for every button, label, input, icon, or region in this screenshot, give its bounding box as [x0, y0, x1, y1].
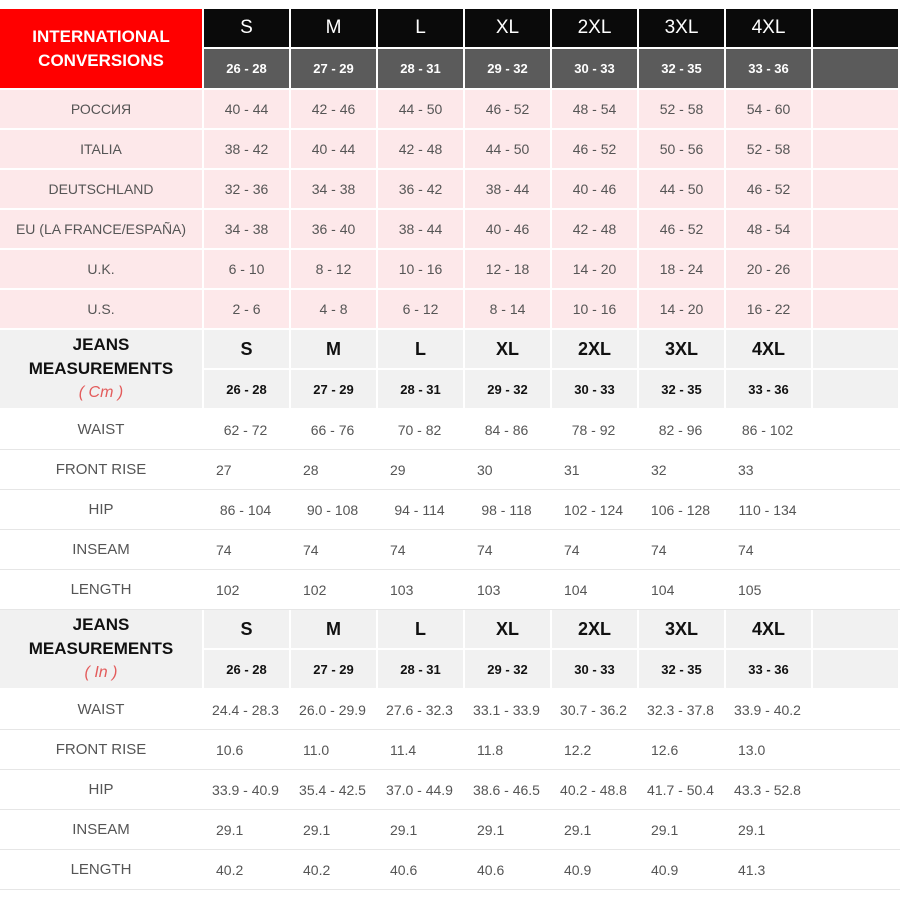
measurement-value: 43.3 - 52.8 [734, 781, 801, 798]
conversion-value: 54 - 60 [726, 90, 811, 128]
section-spacer [813, 610, 898, 648]
section-waist-range: 30 - 33 [552, 650, 637, 688]
conversion-value: 40 - 46 [552, 170, 637, 208]
section-spacer [813, 370, 898, 408]
measurement-value: 37.0 - 44.9 [386, 781, 453, 798]
row-spacer [813, 210, 898, 248]
measurement-value: 102 [303, 581, 327, 598]
measurement-value: 40.6 [390, 861, 418, 878]
conversion-value: 10 - 16 [552, 290, 637, 328]
country-label: ITALIA [0, 130, 202, 168]
row-spacer [813, 170, 898, 208]
row-spacer [813, 250, 898, 288]
conversion-value: 36 - 42 [378, 170, 463, 208]
size-header: 3XL [639, 9, 724, 47]
section-waist-range: 28 - 31 [378, 650, 463, 688]
row-spacer [813, 90, 898, 128]
measurement-label: FRONT RISE [55, 741, 147, 758]
conversion-value: 32 - 36 [204, 170, 289, 208]
measurement-value: 24.4 - 28.3 [212, 701, 279, 718]
measurement-label: LENGTH [70, 581, 132, 598]
conversion-value: 52 - 58 [639, 90, 724, 128]
conversion-value: 10 - 16 [378, 250, 463, 288]
conversion-value: 8 - 14 [465, 290, 550, 328]
measurement-value: 104 [564, 581, 588, 598]
conversion-value: 42 - 48 [552, 210, 637, 248]
conversion-value: 46 - 52 [726, 170, 811, 208]
measurement-value: 106 - 128 [650, 501, 711, 518]
section-waist-range: 29 - 32 [465, 370, 550, 408]
conversion-value: 42 - 46 [291, 90, 376, 128]
measurement-label: LENGTH [70, 861, 132, 878]
measurement-value: 31 [564, 461, 580, 478]
conversion-value: 40 - 44 [204, 90, 289, 128]
conversion-value: 34 - 38 [204, 210, 289, 248]
section-size-header: S [204, 330, 289, 368]
measurement-value: 29 [390, 461, 406, 478]
measurement-label: WAIST [77, 701, 125, 718]
measurement-value: 40.9 [651, 861, 679, 878]
conversions-title [0, 9, 202, 88]
measurement-value: 98 - 118 [481, 501, 532, 518]
section-size-header: 3XL [639, 610, 724, 648]
waist-range-header: 27 - 29 [291, 49, 376, 88]
waist-range-header: 33 - 36 [726, 49, 811, 88]
measurement-value: 110 - 134 [738, 501, 797, 518]
measurement-value: 74 [216, 541, 232, 558]
measurement-value: 33 [738, 461, 754, 478]
measurement-value: 74 [738, 541, 754, 558]
conversion-value: 38 - 44 [465, 170, 550, 208]
conversion-value: 40 - 46 [465, 210, 550, 248]
measurement-value: 27 [216, 461, 232, 478]
section-size-header: 3XL [639, 330, 724, 368]
measurement-value: 29.1 [651, 821, 679, 838]
conversion-value: 14 - 20 [552, 250, 637, 288]
measurement-label: WAIST [77, 421, 125, 438]
measurement-value: 105 [738, 581, 762, 598]
header-spacer [813, 9, 898, 47]
section-size-header: 4XL [726, 610, 811, 648]
section-title-line1: JEANS [72, 335, 130, 354]
section-waist-range: 26 - 28 [204, 370, 289, 408]
measurement-value: 29.1 [216, 821, 244, 838]
conversion-value: 14 - 20 [639, 290, 724, 328]
section-size-header: XL [465, 610, 550, 648]
section-waist-range: 27 - 29 [291, 650, 376, 688]
measurement-value: 33.9 - 40.9 [212, 781, 279, 798]
conversion-value: 8 - 12 [291, 250, 376, 288]
section-size-header: 4XL [726, 330, 811, 368]
section-size-header: L [378, 610, 463, 648]
section-waist-range: 33 - 36 [726, 370, 811, 408]
measurement-value: 35.4 - 42.5 [299, 781, 366, 798]
section-size-header: M [291, 330, 376, 368]
conversion-value: 48 - 54 [726, 210, 811, 248]
measurement-value: 32.3 - 37.8 [647, 701, 714, 718]
size-header: XL [465, 9, 550, 47]
measurement-label: INSEAM [72, 821, 130, 838]
conversion-value: 40 - 44 [291, 130, 376, 168]
measurement-value: 29.1 [303, 821, 331, 838]
measurement-value: 11.0 [303, 741, 330, 758]
measurement-value: 29.1 [564, 821, 592, 838]
section-title-line2: MEASUREMENTS [28, 359, 174, 378]
section-waist-range: 29 - 32 [465, 650, 550, 688]
measurement-value: 102 [216, 581, 240, 598]
section-waist-range: 30 - 33 [552, 370, 637, 408]
conversion-value: 46 - 52 [552, 130, 637, 168]
measurement-value: 74 [564, 541, 580, 558]
measurement-value: 74 [390, 541, 406, 558]
measurement-value: 74 [477, 541, 493, 558]
country-label: EU (LA FRANCE/ESPAÑA) [0, 210, 202, 248]
measurement-value: 40.2 [303, 861, 331, 878]
section-waist-range: 32 - 35 [639, 370, 724, 408]
conversion-value: 18 - 24 [639, 250, 724, 288]
measurement-label: HIP [88, 781, 114, 798]
measurement-value: 78 - 92 [571, 421, 616, 438]
measurement-value: 26.0 - 29.9 [299, 701, 366, 718]
measurement-value: 11.8 [477, 741, 504, 758]
country-label: U.K. [0, 250, 202, 288]
measurement-value: 40.6 [477, 861, 505, 878]
measurement-value: 10.6 [216, 741, 244, 758]
section-unit: ( In ) [84, 664, 118, 681]
section-title-line2: MEASUREMENTS [28, 639, 174, 658]
measurement-value: 103 [477, 581, 501, 598]
measurement-value: 29.1 [390, 821, 418, 838]
size-header: 2XL [552, 9, 637, 47]
row-spacer [813, 130, 898, 168]
section-waist-range: 27 - 29 [291, 370, 376, 408]
measurement-label: FRONT RISE [55, 461, 147, 478]
section-size-header: 2XL [552, 330, 637, 368]
measurement-value: 32 [651, 461, 667, 478]
measurement-value: 84 - 86 [484, 421, 529, 438]
waist-range-header: 28 - 31 [378, 49, 463, 88]
measurement-label: HIP [88, 501, 114, 518]
conversion-value: 34 - 38 [291, 170, 376, 208]
section-spacer [813, 650, 898, 688]
conversion-value: 44 - 50 [465, 130, 550, 168]
conversion-value: 44 - 50 [639, 170, 724, 208]
section-size-header: M [291, 610, 376, 648]
measurement-value: 104 [651, 581, 675, 598]
section-waist-range: 32 - 35 [639, 650, 724, 688]
conversions-title-line2: CONVERSIONS [38, 50, 164, 70]
section-spacer [813, 330, 898, 368]
conversion-value: 52 - 58 [726, 130, 811, 168]
conversion-value: 4 - 8 [291, 290, 376, 328]
measurement-value: 40.9 [564, 861, 592, 878]
measurement-value: 66 - 76 [310, 421, 355, 438]
section-unit: ( Cm ) [78, 384, 124, 401]
measurement-value: 102 - 124 [563, 501, 624, 518]
section-title-line1: JEANS [72, 615, 130, 634]
measurement-value: 38.6 - 46.5 [473, 781, 540, 798]
country-label: DEUTSCHLAND [0, 170, 202, 208]
conversion-value: 38 - 44 [378, 210, 463, 248]
conversion-value: 46 - 52 [639, 210, 724, 248]
measurement-value: 90 - 108 [306, 501, 359, 518]
measurement-value: 41.7 - 50.4 [647, 781, 714, 798]
measurement-value: 41.3 [738, 861, 766, 878]
measurement-value: 28 [303, 461, 319, 478]
conversion-value: 6 - 10 [204, 250, 289, 288]
section-waist-range: 28 - 31 [378, 370, 463, 408]
size-header: M [291, 9, 376, 47]
section-size-header: L [378, 330, 463, 368]
measurement-value: 33.1 - 33.9 [473, 701, 540, 718]
measurement-value: 33.9 - 40.2 [734, 701, 801, 718]
section-size-header: 2XL [552, 610, 637, 648]
measurement-value: 74 [303, 541, 319, 558]
country-label: РОССИЯ [0, 90, 202, 128]
section-waist-range: 26 - 28 [204, 650, 289, 688]
conversion-value: 2 - 6 [204, 290, 289, 328]
conversion-value: 20 - 26 [726, 250, 811, 288]
measurement-value: 40.2 - 48.8 [560, 781, 627, 798]
conversions-title-line1: INTERNATIONAL [32, 26, 170, 46]
measurement-value: 30 [477, 461, 493, 478]
conversion-value: 16 - 22 [726, 290, 811, 328]
measurement-label: INSEAM [72, 541, 130, 558]
measurement-value: 86 - 104 [219, 501, 272, 518]
waist-range-header: 29 - 32 [465, 49, 550, 88]
measurement-value: 12.2 [564, 741, 592, 758]
size-header: 4XL [726, 9, 811, 47]
measurement-value: 27.6 - 32.3 [386, 701, 453, 718]
measurement-value: 103 [390, 581, 414, 598]
section-title [0, 610, 202, 688]
conversion-value: 42 - 48 [378, 130, 463, 168]
measurement-value: 82 - 96 [658, 421, 703, 438]
conversion-value: 46 - 52 [465, 90, 550, 128]
conversion-value: 36 - 40 [291, 210, 376, 248]
conversion-value: 48 - 54 [552, 90, 637, 128]
measurement-value: 30.7 - 36.2 [560, 701, 627, 718]
row-divider [0, 889, 900, 890]
row-spacer [813, 290, 898, 328]
conversion-value: 6 - 12 [378, 290, 463, 328]
measurement-value: 70 - 82 [397, 421, 442, 438]
measurement-value: 86 - 102 [741, 421, 794, 438]
measurement-value: 94 - 114 [394, 501, 445, 518]
waist-range-header: 32 - 35 [639, 49, 724, 88]
size-header: S [204, 9, 289, 47]
conversion-value: 12 - 18 [465, 250, 550, 288]
measurement-value: 29.1 [738, 821, 766, 838]
section-waist-range: 33 - 36 [726, 650, 811, 688]
conversion-value: 50 - 56 [639, 130, 724, 168]
measurement-value: 29.1 [477, 821, 505, 838]
measurement-value: 12.6 [651, 741, 679, 758]
country-label: U.S. [0, 290, 202, 328]
measurement-value: 40.2 [216, 861, 244, 878]
section-size-header: S [204, 610, 289, 648]
size-header: L [378, 9, 463, 47]
header-spacer [813, 49, 898, 88]
section-size-header: XL [465, 330, 550, 368]
measurement-value: 74 [651, 541, 667, 558]
section-title [0, 330, 202, 408]
measurement-value: 11.4 [390, 741, 417, 758]
measurement-value: 62 - 72 [223, 421, 268, 438]
conversion-value: 44 - 50 [378, 90, 463, 128]
measurement-value: 13.0 [738, 741, 766, 758]
conversion-value: 38 - 42 [204, 130, 289, 168]
waist-range-header: 30 - 33 [552, 49, 637, 88]
waist-range-header: 26 - 28 [204, 49, 289, 88]
